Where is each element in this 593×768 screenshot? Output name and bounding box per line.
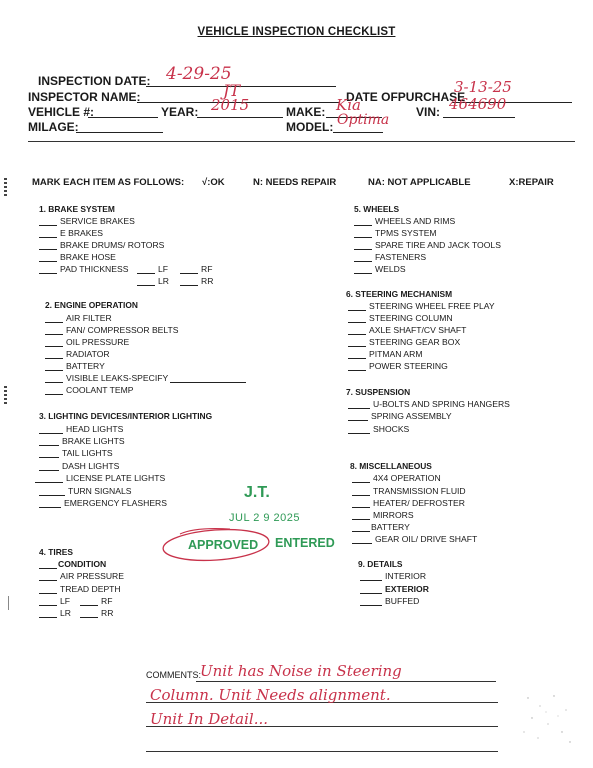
checklist-item[interactable]: TPMS SYSTEM bbox=[354, 228, 437, 238]
vin-value: 464690 bbox=[449, 95, 507, 113]
section-title-wheels: 5. WHEELS bbox=[354, 204, 400, 214]
year-label: YEAR: bbox=[161, 105, 199, 119]
checklist-item[interactable]: WELDS bbox=[354, 264, 406, 274]
checklist-item[interactable]: TRANSMISSION FLUID bbox=[352, 486, 466, 496]
section-title-steering: 6. STEERING MECHANISM bbox=[346, 289, 453, 299]
checklist-item[interactable]: EXTERIOR bbox=[360, 584, 429, 594]
pad-lf[interactable]: LF bbox=[137, 264, 168, 274]
checklist-item[interactable]: E BRAKES bbox=[39, 228, 103, 238]
comments-label: COMMENTS: bbox=[146, 670, 201, 680]
date-of-purchase-label: DATE OFPURCHASE bbox=[346, 90, 466, 104]
comment-text-3[interactable]: Unit In Detail... bbox=[150, 710, 269, 728]
checklist-item[interactable]: HEATER/ DEFROSTER bbox=[352, 498, 465, 508]
make-label: MAKE: bbox=[286, 105, 326, 119]
pad-rf[interactable]: RF bbox=[180, 264, 212, 274]
comment-text-1[interactable]: Unit has Noise in Steering bbox=[200, 662, 402, 680]
checklist-item[interactable]: SPRING ASSEMBLY bbox=[348, 411, 452, 421]
checklist-item[interactable]: MIRRORS bbox=[352, 510, 414, 520]
checklist-item[interactable]: TURN SIGNALS bbox=[39, 486, 132, 496]
checklist-item[interactable]: WHEELS AND RIMS bbox=[354, 216, 455, 226]
tire-rf[interactable]: RF bbox=[80, 596, 112, 606]
checklist-item[interactable]: BUFFED bbox=[360, 596, 419, 606]
checklist-item[interactable]: HEAD LIGHTS bbox=[39, 424, 123, 434]
checklist-item[interactable]: AIR FILTER bbox=[45, 313, 112, 323]
legend-instruction: MARK EACH ITEM AS FOLLOWS: bbox=[32, 177, 185, 188]
checklist-item[interactable]: U-BOLTS AND SPRING HANGERS bbox=[348, 399, 510, 409]
checklist-item[interactable]: FASTENERS bbox=[354, 252, 426, 262]
tire-lf[interactable]: LF bbox=[39, 596, 70, 606]
stamp-initials: J.T. bbox=[244, 484, 270, 501]
checklist-item[interactable]: POWER STEERING bbox=[348, 361, 448, 371]
inspection-date-field[interactable] bbox=[146, 64, 336, 87]
checklist-item[interactable]: SERVICE BRAKES bbox=[39, 216, 135, 226]
model-label: MODEL: bbox=[286, 120, 334, 134]
tire-lr[interactable]: LR bbox=[39, 608, 71, 618]
vin-label: VIN: bbox=[416, 105, 440, 119]
legend-needs-repair: N: NEEDS REPAIR bbox=[253, 177, 337, 188]
checklist-item[interactable]: BRAKE HOSE bbox=[39, 252, 116, 262]
checklist-item[interactable]: GEAR OIL/ DRIVE SHAFT bbox=[352, 534, 477, 544]
comment-text-2[interactable]: Column. Unit Needs alignment. bbox=[150, 686, 391, 704]
checklist-item[interactable]: PITMAN ARM bbox=[348, 349, 422, 359]
section-title-suspension: 7. SUSPENSION bbox=[346, 387, 411, 397]
checklist-item[interactable]: INTERIOR bbox=[360, 571, 426, 581]
section-title-brake: 1. BRAKE SYSTEM bbox=[39, 204, 115, 214]
checklist-item[interactable]: AXLE SHAFT/CV SHAFT bbox=[348, 325, 466, 335]
approved-circle bbox=[160, 524, 280, 564]
checklist-item[interactable]: OIL PRESSURE bbox=[45, 337, 129, 347]
year-field[interactable] bbox=[197, 96, 283, 118]
date-of-purchase-value: 3-13-25 bbox=[454, 78, 512, 96]
comment-line bbox=[196, 681, 496, 682]
tire-rr[interactable]: RR bbox=[80, 608, 113, 618]
checklist-item[interactable]: SPARE TIRE AND JACK TOOLS bbox=[354, 240, 501, 250]
section-title-misc: 8. MISCELLANEOUS bbox=[350, 461, 432, 471]
checklist-item[interactable]: STEERING COLUMN bbox=[348, 313, 453, 323]
checklist-item[interactable]: LICENSE PLATE LIGHTS bbox=[35, 473, 165, 483]
checklist-item[interactable]: FAN/ COMPRESSOR BELTS bbox=[45, 325, 179, 335]
model-field[interactable] bbox=[333, 112, 390, 133]
checklist-item[interactable]: TAIL LIGHTS bbox=[39, 448, 113, 458]
scan-mark bbox=[4, 178, 7, 198]
header-divider bbox=[28, 141, 575, 142]
scan-speckle bbox=[518, 688, 578, 748]
make-value: Kia bbox=[336, 96, 361, 114]
stamp-date: JUL 2 9 2025 bbox=[229, 512, 301, 524]
section-title-details: 9. DETAILS bbox=[358, 559, 403, 569]
milage-field[interactable] bbox=[76, 118, 163, 133]
checklist-item[interactable]: BATTERY bbox=[45, 361, 105, 371]
section-title-lighting: 3. LIGHTING DEVICES/INTERIOR LIGHTING bbox=[39, 411, 213, 421]
vehicle-number-field[interactable] bbox=[88, 103, 158, 118]
checklist-item[interactable]: STEERING GEAR BOX bbox=[348, 337, 460, 347]
scan-mark bbox=[4, 386, 7, 406]
section-title-engine: 2. ENGINE OPERATION bbox=[45, 300, 138, 310]
checklist-item[interactable]: BRAKE LIGHTS bbox=[39, 436, 125, 446]
milage-label: MILAGE: bbox=[28, 120, 79, 134]
pad-rr[interactable]: RR bbox=[180, 276, 213, 286]
model-value: Optima bbox=[337, 112, 390, 128]
checklist-item[interactable]: EMERGENCY FLASHERS bbox=[39, 498, 167, 508]
scan-mark bbox=[8, 596, 9, 610]
checklist-item[interactable]: BATTERY bbox=[352, 522, 410, 532]
checklist-item[interactable]: DASH LIGHTS bbox=[39, 461, 119, 471]
checklist-item[interactable]: TREAD DEPTH bbox=[39, 584, 121, 594]
checklist-item[interactable]: PAD THICKNESS bbox=[39, 264, 128, 274]
vehicle-number-label: VEHICLE #: bbox=[28, 105, 95, 119]
checklist-item[interactable]: STEERING WHEEL FREE PLAY bbox=[348, 301, 495, 311]
comment-line bbox=[146, 751, 498, 752]
pad-lr[interactable]: LR bbox=[137, 276, 169, 286]
inspector-name-label: INSPECTOR NAME: bbox=[28, 90, 141, 104]
checklist-item[interactable]: COOLANT TEMP bbox=[45, 385, 134, 395]
stamp-entered: ENTERED bbox=[275, 536, 335, 550]
checklist-item[interactable]: BRAKE DRUMS/ ROTORS bbox=[39, 240, 164, 250]
checklist-item[interactable]: VISIBLE LEAKS-SPECIFY bbox=[45, 373, 249, 383]
year-value: 2015 bbox=[211, 96, 250, 114]
inspection-date-value: 4-29-25 bbox=[166, 64, 232, 84]
checklist-item[interactable]: RADIATOR bbox=[45, 349, 110, 359]
checklist-item[interactable]: CONDITION bbox=[39, 559, 106, 569]
checklist-item[interactable]: AIR PRESSURE bbox=[39, 571, 124, 581]
page-title: VEHICLE INSPECTION CHECKLIST bbox=[197, 26, 396, 38]
inspection-date-label: INSPECTION DATE: bbox=[38, 74, 151, 88]
vin-field[interactable] bbox=[443, 95, 515, 118]
inspector-name-value: JT bbox=[223, 81, 241, 100]
section-title-tires: 4. TIRES bbox=[39, 547, 73, 557]
checklist-item[interactable]: SHOCKS bbox=[348, 424, 409, 434]
legend-not-applicable: NA: NOT APPLICABLE bbox=[368, 177, 471, 188]
legend-ok: √:OK bbox=[202, 177, 225, 188]
checklist-item[interactable]: 4X4 OPERATION bbox=[352, 473, 441, 483]
legend-repair: X:REPAIR bbox=[509, 177, 554, 188]
stamp-approved: APPROVED bbox=[188, 538, 259, 552]
